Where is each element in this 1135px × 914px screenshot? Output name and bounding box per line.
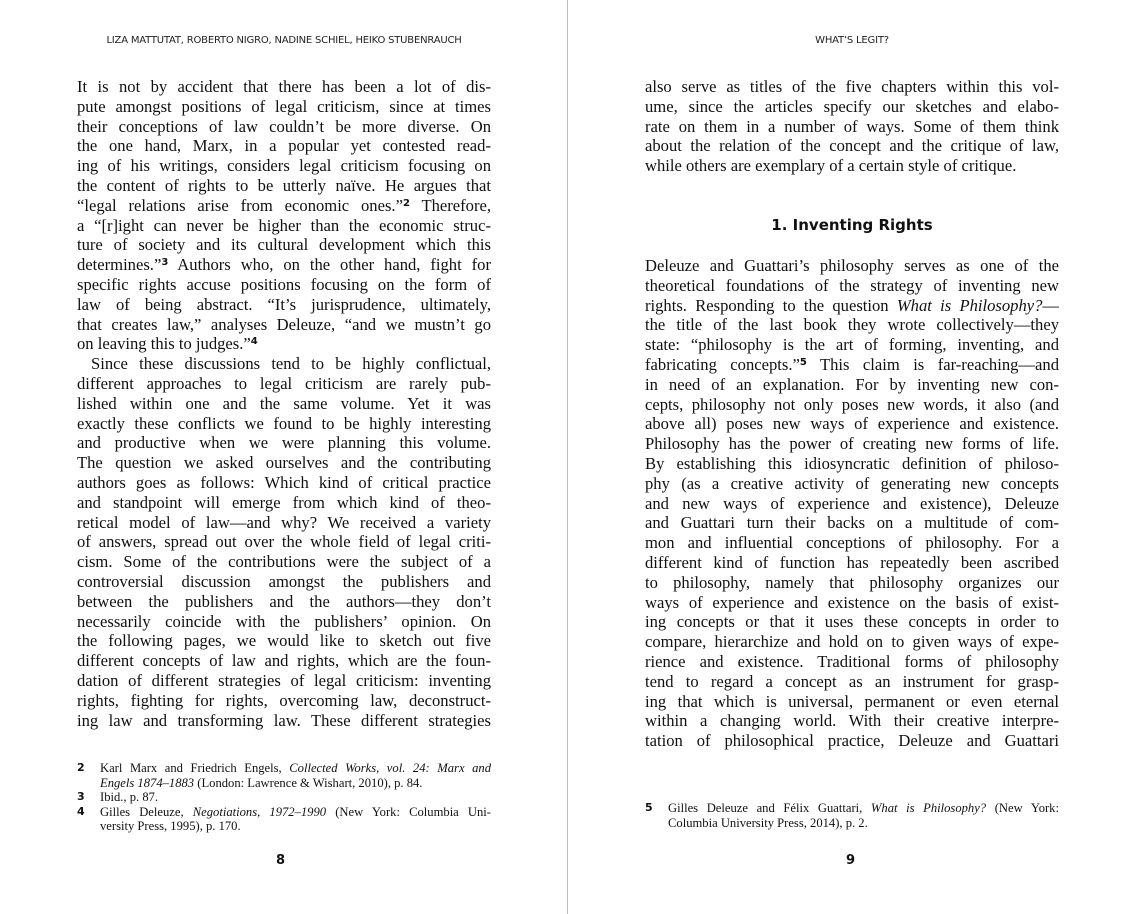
text-line: Gilles Deleuze, Negotiations, 1972–1990 (New York: Columbia Uni- [100, 804, 491, 819]
footnote [645, 801, 1059, 830]
text-line: in need of an explanation. For by inventing new con- [645, 374, 1059, 394]
text-line: between the publishers and the authors—they don’t [77, 591, 491, 611]
text-line: state: “philosophy is the art of forming, inventing, and [645, 335, 1059, 355]
text-line: and Guattari turn their backs on a multitude of com- [645, 513, 1059, 533]
text-line: a “[r]ight can never be higher than the economic struc- [77, 215, 491, 235]
footnote-number: 5 [645, 801, 653, 814]
text-line: ing concepts or that it uses these concepts in order to [645, 612, 1059, 632]
running-head-right: WHAT’S LEGIT? [815, 35, 889, 46]
text-line: the following pages, we would like to sketch out five [77, 631, 491, 651]
footnote-reference: 5 [799, 356, 807, 368]
text-line: dation of different strategies of legal criticism: inventing [77, 670, 491, 690]
text-line: that creates law,” analyses Deleuze, “and we mustn’t go [77, 314, 491, 334]
text-line: Columbia University Press, 2014), p. 2. [668, 815, 868, 830]
text-line: ways of experience and existence on the basis of exist- [645, 592, 1059, 612]
text-line: determines.”$^3$ Authors who, on the other hand, fight for [77, 255, 491, 275]
text-line: fabricating concepts.”$^5$ This claim is far-reaching—and [645, 354, 1059, 374]
left-footnotes [77, 761, 491, 834]
text-line: phy (as a creative activity of generating new concepts [645, 473, 1059, 493]
text-line: different concepts of law and rights, which are the foun- [77, 651, 491, 671]
text-line: controversial discussion amongst the publishers and [77, 571, 491, 591]
text-line: Gilles Deleuze and Félix Guattari, What is Philosophy? (New York: [668, 801, 1059, 815]
text-line: It is not by accident that there has been a lot of dis- [77, 77, 491, 96]
text-line: Engels 1874–1883 (London: Lawrence & Wishart, 2010), p. 84. [100, 775, 423, 790]
italic-text: What is Philosophy? [896, 295, 1043, 315]
text-line: rience and existence. Traditional forms of philosophy [645, 651, 1059, 671]
footnote-text [668, 801, 1059, 830]
text-line: By establishing this idiosyncratic definition of philoso- [645, 453, 1059, 473]
footnote [77, 790, 491, 805]
text-line: of answers, spread out over the whole field of legal criti- [77, 532, 491, 552]
text-line: Since these discussions tend to be highly conflictual, [91, 354, 491, 374]
text-line: versity Press, 1995), p. 170. [100, 819, 241, 834]
footnote-text [100, 761, 491, 790]
text-line: and standpoint will emerge from which kind of theo- [77, 492, 491, 512]
text-line: Ibid., p. 87. [100, 790, 159, 805]
footnote-text [100, 805, 491, 834]
left-page-body [77, 77, 491, 730]
text-line: cism. Some of the contributions were the subject of a [77, 552, 491, 572]
italic-text: Engels 1874–1883 [100, 775, 195, 790]
footnote-number: 2 [77, 761, 85, 774]
text-line: the one hand, Marx, in a popular yet contested read- [77, 136, 491, 156]
text-line: and productive when we were planning this volume. [77, 433, 491, 453]
page-number-right: 9 [846, 853, 856, 868]
text-line: ing law and transforming law. These different strategies [77, 710, 491, 730]
text-line: retical model of law—and why? We received a variety [77, 512, 491, 532]
text-line: cepts, philosophy not only poses new words, it also (and [645, 394, 1059, 414]
text-line: to philosophy, namely that philosophy organizes our [645, 572, 1059, 592]
text-line: law of being abstract. “It’s jurisprudence, ultimately, [77, 294, 491, 314]
text-line: different kind of function has repeatedly been ascribed [645, 552, 1059, 572]
text-line: and new ways of experience and existence), Deleuze [645, 493, 1059, 513]
italic-text: Collected Works, vol. 24: Marx and [289, 761, 491, 775]
italic-text: Negotiations, 1972–1990 [192, 804, 327, 819]
text-line: rights. Responding to the question What is Philosophy?— [645, 295, 1059, 315]
text-line: pute amongst positions of legal criticism, since at times [77, 96, 491, 116]
footnote [77, 761, 491, 790]
footnote-text [100, 790, 491, 805]
text-line: different approaches to legal criticism are rarely pub- [77, 373, 491, 393]
footnote-reference: 3 [161, 257, 169, 269]
text-line: while others are exemplary of a certain style of critique. [645, 156, 1017, 176]
running-head-left: LIZA MATTUTAT, ROBERTO NIGRO, NADINE SCHIEL, HEIKO STUBENRAUCH [106, 35, 462, 46]
text-line: ing that which is universal, permanent or even eternal [645, 691, 1059, 711]
italic-text: What is Philosophy? [870, 801, 987, 815]
text-line: the title of the last book they wrote collectively—they [645, 315, 1059, 335]
text-line: above all) poses new ways of experience and existence. [645, 414, 1059, 434]
text-line: Philosophy has the power of creating new forms of life. [645, 434, 1059, 454]
text-line: rate on them in a number of ways. Some of them think [645, 116, 1059, 136]
footnote-reference: 4 [250, 336, 258, 348]
text-line: exactly these conflicts we found to be highly interesting [77, 413, 491, 433]
right-footnotes [645, 801, 1059, 830]
text-line: Deleuze and Guattari’s philosophy serves as one of the [645, 256, 1059, 275]
text-line: necessarily coincide with the publishers’ opinion. On [77, 611, 491, 631]
page-gutter [567, 0, 568, 914]
text-line: about the relation of the concept and the critique of law, [645, 136, 1059, 156]
text-line: ing of his writings, considers legal criticism focusing on [77, 156, 491, 176]
text-line: tation of philosophical practice, Deleuze and Guattari [645, 731, 1059, 751]
text-line: lished within one and the same volume. Yet it was [77, 393, 491, 413]
right-page-body-top [645, 77, 1059, 176]
text-line: “legal relations arise from economic ones.”$^2$ Therefore, [77, 195, 491, 215]
text-line: their conceptions of law couldn’t be more diverse. On [77, 116, 491, 136]
text-line: theoretical foundations of the strategy of inventing new [645, 275, 1059, 295]
text-line: the content of rights to be utterly naïve. He argues that [77, 175, 491, 195]
footnote-number: 4 [77, 804, 85, 818]
section-heading: 1. Inventing Rights [771, 216, 933, 234]
right-page-body [645, 256, 1059, 751]
text-line: authors goes as follows: Which kind of critical practice [77, 472, 491, 492]
text-line: ume, since the articles specify our sketches and elabo- [645, 96, 1059, 116]
text-line: The question we asked ourselves and the contributing [77, 453, 491, 473]
text-line: compare, hierarchize and hold on to given ways of expe- [645, 632, 1059, 652]
text-line: mon and influential conceptions of philosophy. For a [645, 533, 1059, 553]
text-line: on leaving this to judges.”$^4$ [77, 334, 258, 354]
text-line: tend to regard a concept as an instrument for grasp- [645, 671, 1059, 691]
text-line: ture of society and its cultural development which this [77, 235, 491, 255]
text-line: rights, fighting for rights, overcoming law, deconstruct- [77, 690, 491, 710]
text-line: within a changing world. With their creative interpre- [645, 711, 1059, 731]
footnote-reference: 2 [402, 197, 410, 209]
text-line: Karl Marx and Friedrich Engels, Collected Works, vol. 24: Marx and [100, 761, 491, 775]
text-line: also serve as titles of the five chapters within this vol- [645, 77, 1059, 96]
text-line: specific rights accuse positions focusing on the form of [77, 274, 491, 294]
footnote [77, 805, 491, 834]
footnote-number: 3 [77, 790, 85, 804]
page-number-left: 8 [276, 853, 286, 868]
